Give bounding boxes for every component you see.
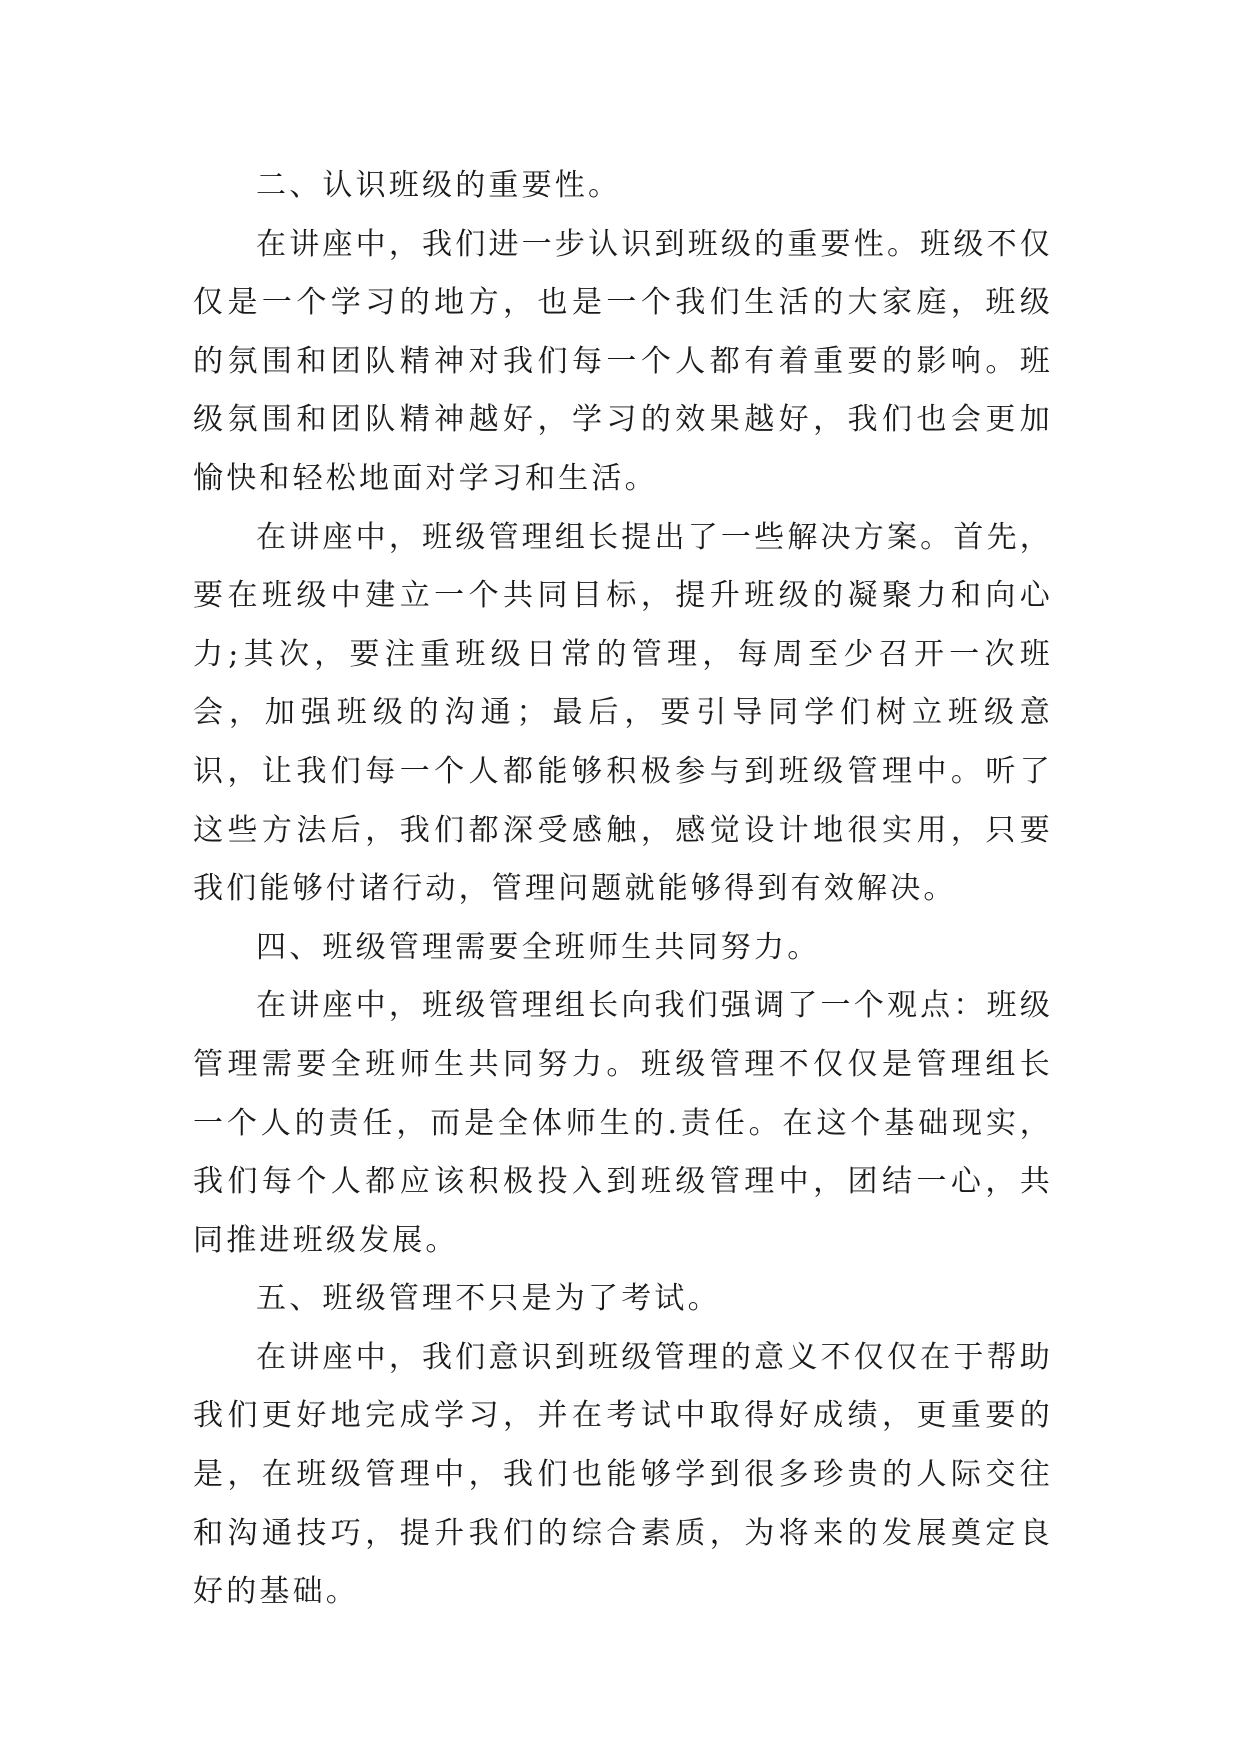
document-body [193, 157, 1053, 1622]
paragraph-class-importance: 在讲座中，我们进一步认识到班级的重要性。班级不仅仅是一个学习的地方，也是一个我们生活的大家庭，班级的氛围和团队精神对我们每一个人都有着重要的影响。班级氛围和团队精神越好，学习的效果越好，我们也会更加愉快和轻松地面对学习和生活。 [193, 226, 1053, 496]
paragraph-solutions: 在讲座中，班级管理组长提出了一些解决方案。首先，要在班级中建立一个共同目标，提升班级的凝聚力和向心力;其次，要注重班级日常的管理，每周至少召开一次班会，加强班级的沟通；最后，要引导同学们树立班级意识，让我们每一个人都能够积极参与到班级管理中。听了这些方法后，我们都深受感触，感觉设计地很实用，只要我们能够付诸行动，管理问题就能够得到有效解决。 [193, 519, 1053, 907]
paragraph-beyond-exams: 在讲座中，我们意识到班级管理的意义不仅仅在于帮助我们更好地完成学习，并在考试中取得好成绩，更重要的是，在班级管理中，我们也能够学到很多珍贵的人际交往和沟通技巧，提升我们的综合素质，为将来的发展奠定良好的基础。 [193, 1339, 1053, 1610]
paragraph-joint-effort: 在讲座中，班级管理组长向我们强调了一个观点：班级管理需要全班师生共同努力。班级管理不仅仅是管理组长一个人的责任，而是全体师生的.责任。在这个基础现实，我们每个人都应该积极投入到班级管理中，团结一心，共同推进班级发展。 [193, 988, 1053, 1258]
section-heading-5: 五、班级管理不只是为了考试。 [256, 1281, 721, 1317]
section-heading-4: 四、班级管理需要全班师生共同努力。 [256, 929, 821, 965]
section-heading-2: 二、认识班级的重要性。 [256, 168, 622, 203]
